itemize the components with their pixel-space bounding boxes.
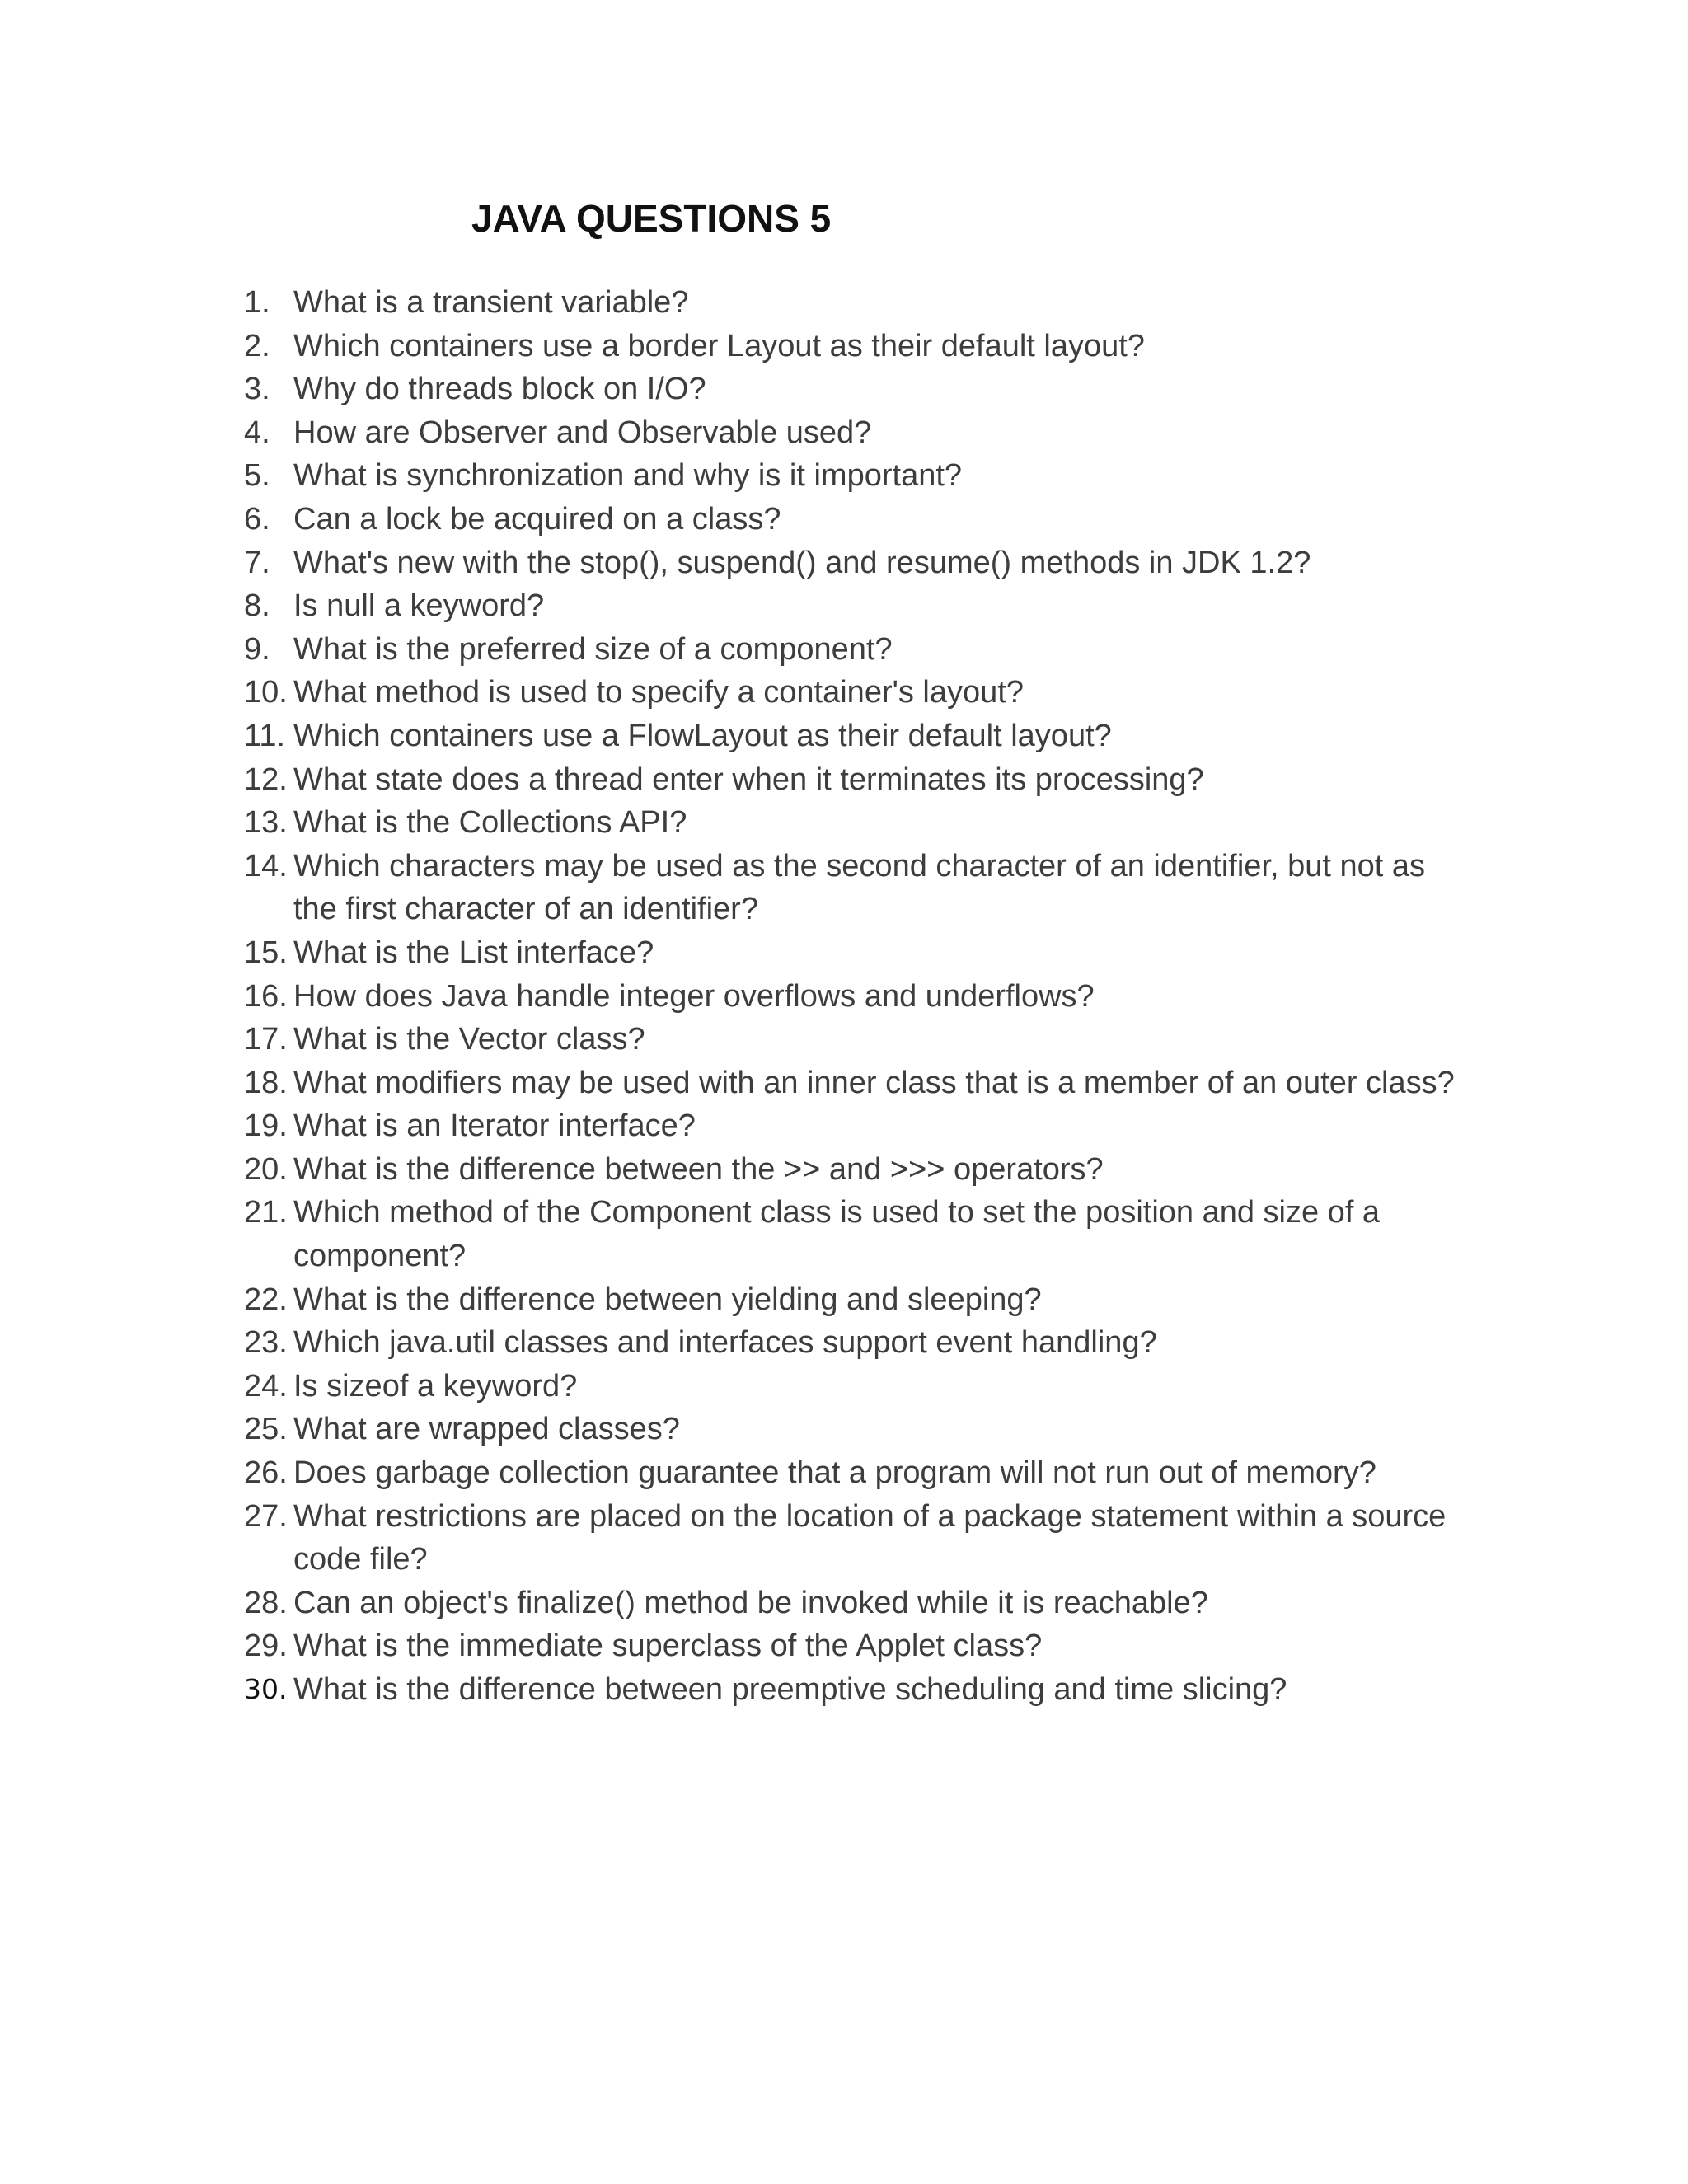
list-item — [244, 715, 1464, 758]
question-number: 21. — [244, 1195, 288, 1230]
question-text: What is synchronization and why is it important? — [293, 458, 963, 494]
list-item — [244, 758, 1464, 802]
question-text: Does garbage collection guarantee that a program will not run out of memory? — [293, 1455, 1376, 1491]
list-item — [244, 845, 1464, 931]
list-item — [244, 1104, 1464, 1148]
page-title: JAVA QUESTIONS 5 — [471, 197, 832, 240]
question-text: Is null a keyword? — [293, 588, 545, 624]
question-number: 1. — [244, 285, 270, 320]
list-item — [244, 1278, 1464, 1322]
question-text: What is an Iterator interface? — [293, 1108, 696, 1144]
question-number: 24. — [244, 1368, 288, 1404]
list-item — [244, 1062, 1464, 1105]
question-text: What's new with the stop(), suspend() and resume() methods in JDK 1.2? — [293, 545, 1311, 580]
list-item — [244, 584, 1464, 628]
question-number: 19. — [244, 1108, 288, 1144]
question-number: 27. — [244, 1498, 288, 1534]
question-number: 3. — [244, 372, 270, 407]
question-text: What is the List interface? — [293, 935, 654, 970]
question-number: 6. — [244, 501, 270, 537]
list-item — [244, 1451, 1464, 1495]
question-text: What is a transient variable? — [293, 285, 689, 320]
list-item — [244, 1018, 1464, 1062]
list-item — [244, 931, 1464, 975]
question-list — [244, 281, 1464, 1712]
question-text: What is the difference between the >> and >>> operators? — [293, 1151, 1104, 1187]
list-item — [244, 325, 1464, 368]
question-text: What are wrapped classes? — [293, 1412, 680, 1447]
question-number: 13. — [244, 805, 288, 841]
list-item — [244, 498, 1464, 541]
question-number: 23. — [244, 1325, 288, 1361]
question-number: 17. — [244, 1022, 288, 1057]
question-number: 10. — [244, 675, 288, 710]
list-item — [244, 368, 1464, 411]
question-text: What is the preferred size of a component? — [293, 631, 893, 667]
question-number: 12. — [244, 762, 288, 797]
question-number: 28. — [244, 1585, 288, 1620]
question-text: How are Observer and Observable used? — [293, 415, 872, 450]
question-number: 9. — [244, 631, 270, 667]
question-text: What modifiers may be used with an inner class that is a member of an outer class? — [293, 1065, 1455, 1100]
question-number: 22. — [244, 1282, 288, 1317]
list-item — [244, 1582, 1464, 1625]
question-text: What is the Collections API? — [293, 805, 687, 841]
question-text: What method is used to specify a container's layout? — [293, 675, 1024, 710]
list-item — [244, 281, 1464, 325]
question-number: 7. — [244, 545, 270, 580]
question-text: What state does a thread enter when it terminates its processing? — [293, 762, 1204, 797]
list-item — [244, 1668, 1464, 1712]
list-item — [244, 1191, 1464, 1277]
question-number: 25. — [244, 1412, 288, 1447]
question-text: Can an object's finalize() method be invoked while it is reachable? — [293, 1585, 1208, 1620]
question-number: 16. — [244, 978, 288, 1014]
question-number: 14. — [244, 848, 288, 883]
question-text: What restrictions are placed on the location of a package statement within a source code file? — [293, 1498, 1447, 1577]
question-number: 29. — [244, 1629, 288, 1664]
question-text: What is the immediate superclass of the Applet class? — [293, 1629, 1043, 1664]
list-item — [244, 541, 1464, 585]
question-number: 26. — [244, 1455, 288, 1491]
list-item — [244, 671, 1464, 715]
question-number: 4. — [244, 415, 270, 450]
question-text: How does Java handle integer overflows and underflows? — [293, 978, 1095, 1014]
question-number: 11. — [244, 718, 286, 753]
question-text: Which characters may be used as the second character of an identifier, but not as the first character of an identifier? — [293, 848, 1425, 927]
question-number: 18. — [244, 1065, 288, 1100]
question-text: Is sizeof a keyword? — [293, 1368, 578, 1404]
list-item — [244, 1321, 1464, 1365]
question-text: What is the difference between yielding and sleeping? — [293, 1282, 1042, 1317]
list-item — [244, 411, 1464, 455]
question-text: What is the difference between preemptive scheduling and time slicing? — [293, 1672, 1287, 1707]
question-text: Which containers use a border Layout as their default layout? — [293, 328, 1145, 363]
list-item — [244, 454, 1464, 498]
question-text: Can a lock be acquired on a class? — [293, 501, 781, 537]
question-text: Which java.util classes and interfaces support event handling? — [293, 1325, 1157, 1361]
question-text: Which containers use a FlowLayout as their default layout? — [293, 718, 1112, 753]
question-text: Why do threads block on I/O? — [293, 372, 706, 407]
list-item — [244, 1624, 1464, 1668]
list-item — [244, 1495, 1464, 1582]
list-item — [244, 975, 1464, 1019]
question-number: 20. — [244, 1151, 288, 1187]
list-item — [244, 1365, 1464, 1408]
question-text: Which method of the Component class is used to set the position and size of a component? — [293, 1195, 1381, 1274]
question-number: 8. — [244, 588, 270, 624]
question-number: 2. — [244, 328, 270, 363]
list-item — [244, 1148, 1464, 1192]
list-item — [244, 1408, 1464, 1451]
question-number: 30. — [244, 1673, 288, 1705]
list-item — [244, 801, 1464, 845]
question-number: 5. — [244, 458, 270, 494]
question-text: What is the Vector class? — [293, 1022, 645, 1057]
list-item — [244, 628, 1464, 672]
question-number: 15. — [244, 935, 288, 970]
